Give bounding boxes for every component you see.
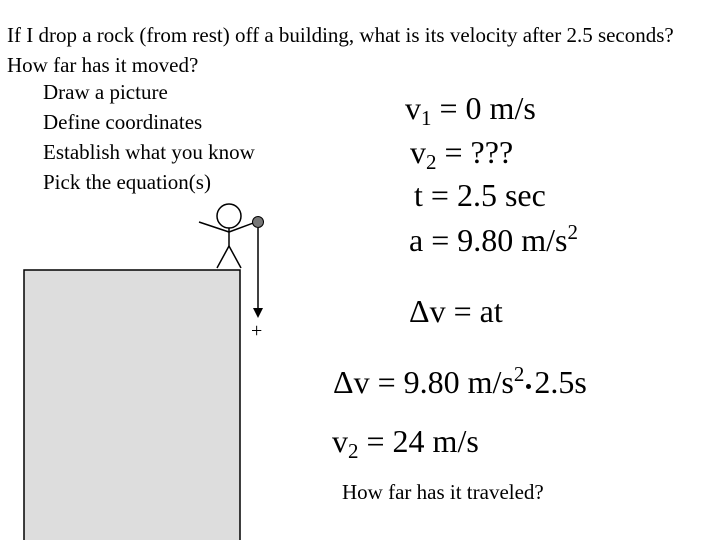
rock [253,217,264,228]
known-v2: $v_2$ = ??? [410,134,514,174]
building [24,270,240,540]
result-v2: $v_2 = 24$ m/s [332,423,479,463]
step-draw-picture: Draw a picture [43,80,168,104]
known-t: t = 2.5 sec [414,177,546,213]
step-establish-known: Establish what you know [43,140,255,164]
known-v1: $v_1 = 0$ m/s [405,90,536,130]
axis-positive-label: + [251,320,263,342]
axis-arrowhead [253,308,263,318]
step-pick-equations: Pick the equation(s) [43,170,211,194]
followup-question: How far has it traveled? [342,480,544,504]
step-define-coordinates: Define coordinates [43,110,203,134]
equation-delta-v: Δv = at [409,293,503,329]
equation-substitution: Δv = 9.80 $m/s^2$ 2.5s [333,362,587,400]
multiply-dot [526,384,531,389]
stick-figure [199,204,256,268]
problem-question: If I drop a rock (from rest) off a building, what is its velocity after 2.5 seconds? How far has it moved? [7,23,674,77]
known-a: a = 9.80 $m/s^2$ [409,220,578,258]
